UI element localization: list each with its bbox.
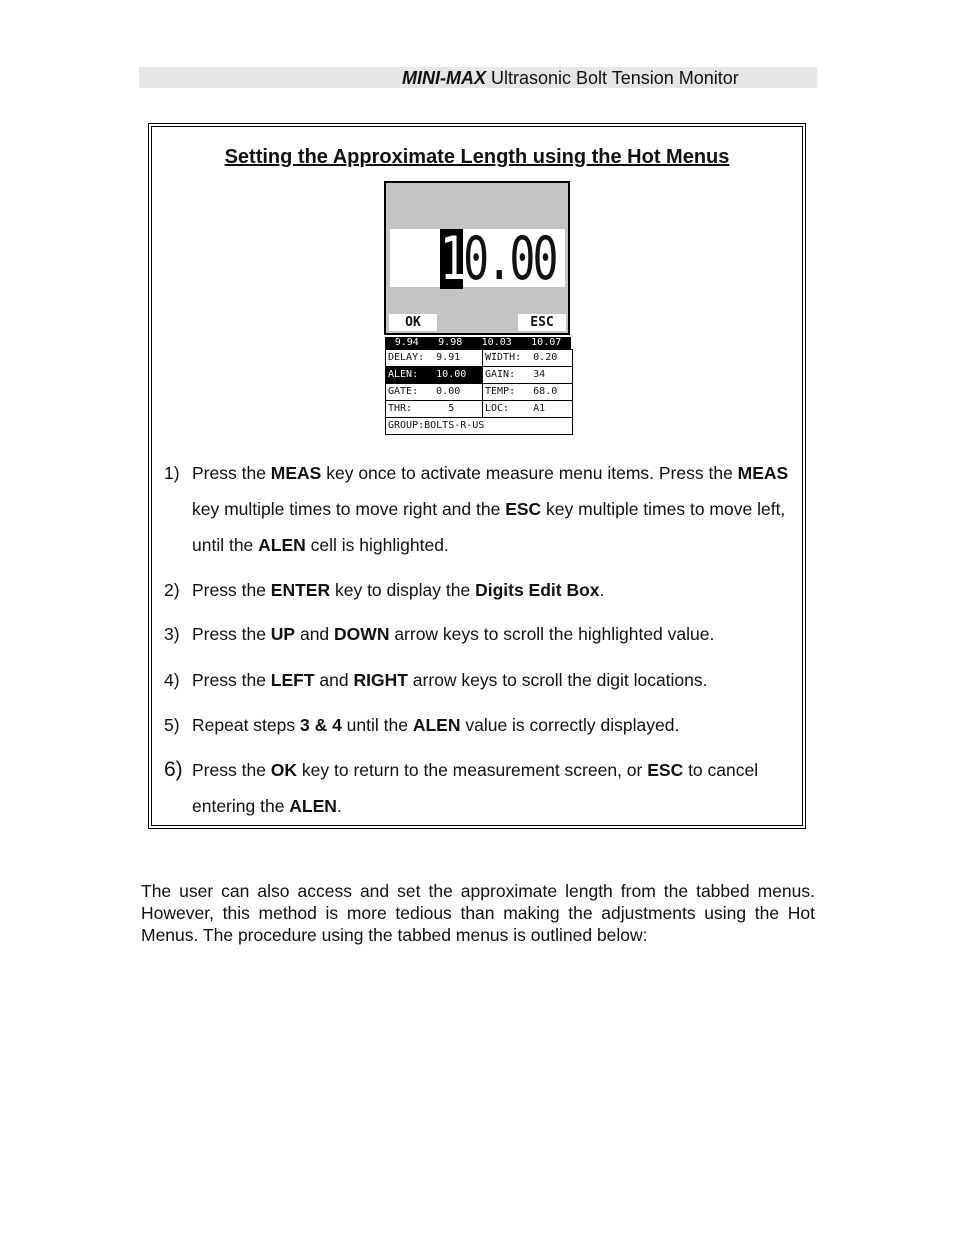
step-text	[192, 662, 792, 698]
key-up: UP	[270, 624, 296, 644]
menu-cell-alen: ALEN: 10.00	[386, 367, 483, 384]
text: key multiple times to move right and the	[192, 499, 506, 519]
menu-cell-group: GROUP:BOLTS-R-US	[386, 418, 573, 435]
text: Press the	[192, 760, 271, 780]
step-number: 3)	[164, 624, 180, 644]
menu-cell-temp: TEMP: 68.0	[483, 384, 573, 401]
text: Press the	[192, 580, 271, 600]
step-number: 6)	[164, 758, 183, 781]
text: .	[599, 580, 605, 600]
step-number: 2)	[164, 580, 180, 600]
key-meas: MEAS	[270, 463, 322, 483]
key-esc: ESC	[505, 499, 542, 519]
text: Press the	[192, 624, 271, 644]
term-alen: ALEN	[289, 796, 337, 816]
key-meas: MEAS	[737, 463, 789, 483]
menu-cell-width: WIDTH: 0.20	[483, 350, 573, 367]
menu-row	[386, 401, 573, 418]
reading: 9.94	[394, 337, 419, 348]
text: arrow keys to scroll the highlighted value.	[389, 624, 715, 644]
step-number: 4)	[164, 670, 180, 690]
menu-cell-gate: GATE: 0.00	[386, 384, 483, 401]
ok-softkey: OK	[389, 314, 437, 331]
text: value is correctly displayed.	[460, 715, 680, 735]
menu-cell-loc: LOC: A1	[483, 401, 573, 418]
text: arrow keys to scroll the digit locations.	[407, 670, 708, 690]
digit-rest: 0.00	[463, 224, 556, 294]
menu-cell-thr: THR: 5	[386, 401, 483, 418]
text: key once to activate measure menu items. Press the	[321, 463, 738, 483]
step-text	[192, 707, 792, 743]
key-right: RIGHT	[353, 670, 408, 690]
readings-bar	[385, 337, 571, 349]
step-reference: 3 & 4	[299, 715, 342, 735]
page-header	[402, 68, 739, 88]
step-number: 1)	[164, 463, 180, 483]
menu-cell-delay: DELAY: 9.91	[386, 350, 483, 367]
menu-cell-gain: GAIN: 34	[483, 367, 573, 384]
step-text	[192, 572, 792, 608]
box-title: Setting the Approximate Length using the Hot Menus	[224, 146, 730, 168]
key-left: LEFT	[270, 670, 315, 690]
reading: 10.07	[531, 337, 562, 348]
text: to cancel entering the	[192, 760, 759, 816]
step-number: 5)	[164, 715, 180, 735]
menu-row	[386, 367, 573, 384]
menu-row	[386, 384, 573, 401]
text: until the	[341, 715, 413, 735]
hot-menu-table	[385, 349, 573, 435]
text: .	[336, 796, 342, 816]
key-down: DOWN	[334, 624, 390, 644]
step-text	[192, 752, 792, 824]
digits-value	[440, 224, 556, 294]
term-alen: ALEN	[412, 715, 461, 735]
menu-row	[386, 350, 573, 367]
term-alen: ALEN	[258, 535, 306, 555]
text: cell is highlighted.	[305, 535, 449, 555]
brand-name: MINI-MAX	[402, 68, 486, 88]
key-enter: ENTER	[270, 580, 331, 600]
term-digits-edit-box: Digits Edit Box	[475, 580, 600, 600]
header-subtitle: Ultrasonic Bolt Tension Monitor	[491, 68, 739, 88]
step-text	[192, 616, 792, 652]
text: Press the	[192, 670, 271, 690]
text: Repeat steps	[192, 715, 300, 735]
text: key multiple times to move left, until the	[192, 499, 786, 555]
digit-cursor: 1	[440, 224, 464, 294]
text: and	[295, 624, 335, 644]
text: key to return to the measurement screen, or	[297, 760, 648, 780]
text: and	[314, 670, 354, 690]
step-text	[192, 455, 792, 563]
key-esc: ESC	[647, 760, 684, 780]
reading: 10.03	[481, 337, 512, 348]
body-paragraph: The user can also access and set the approximate length from the tabbed menus. However, this method is more tedious than making the adjustments using the Hot Menus. The procedure using the tabbed menus is outlined below:	[141, 881, 815, 945]
reading: 9.98	[438, 337, 463, 348]
text: Press the	[192, 463, 271, 483]
key-ok: OK	[270, 760, 298, 780]
menu-row	[386, 418, 573, 435]
esc-softkey: ESC	[518, 314, 566, 331]
text: key to display the	[330, 580, 476, 600]
